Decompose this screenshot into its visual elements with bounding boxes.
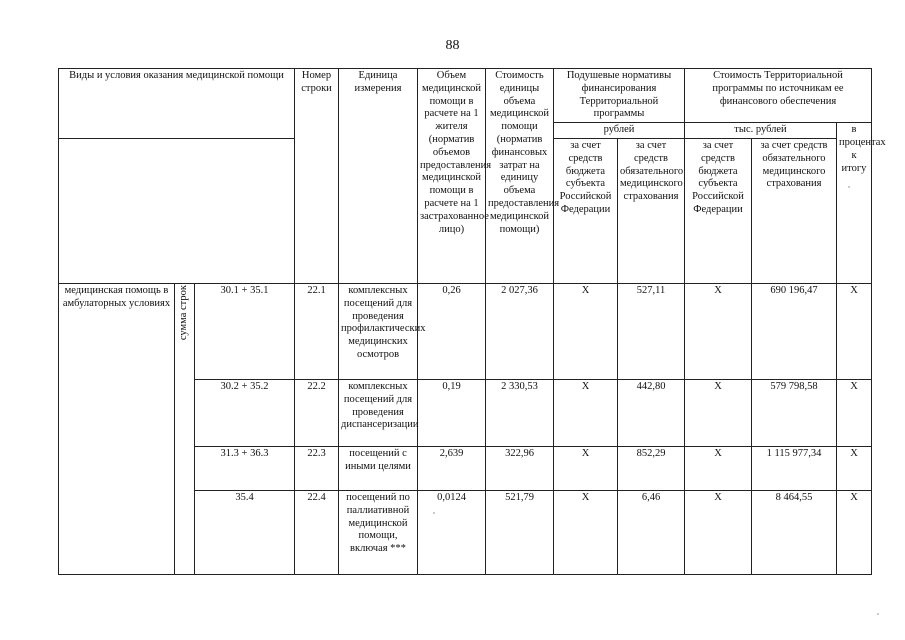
row-budget: Х [554,283,618,379]
page-number: 88 [445,38,460,53]
row-sum: 30.1 + 35.1 [195,283,295,379]
scan-speck [433,512,435,514]
row-cost: 521,79 [486,490,554,574]
row-oms: 527,11 [618,283,685,379]
row-volume: 0,0124 [418,490,486,574]
header-type-conditions: Виды и условия оказания медицинской помощи [59,69,295,139]
row-number: 22.2 [295,379,339,446]
header-volume: Объем медицинской помощи в расчете на 1 жителя (норматив объемов предоставления медицинской помощи в расчете на 1 застрахованное лицо) [418,69,486,284]
header-budget: за счет средств бюджета субъекта Российской Федерации [554,138,618,283]
row-volume: 0,26 [418,283,486,379]
row-budget-2: Х [685,283,752,379]
row-sum: 30.2 + 35.2 [195,379,295,446]
row-cost: 2 330,53 [486,379,554,446]
header-cost: Стоимость единицы объема медицинской помощи (норматив финансовых затрат на единицу объема предоставления медицинской помощи) [486,69,554,284]
row-percent: Х [837,379,872,446]
header-thousand-rubles: тыс. рублей [685,123,837,139]
row-oms: 442,80 [618,379,685,446]
row-budget: Х [554,490,618,574]
header-unit: Единица измерения [339,69,418,284]
row-budget-2: Х [685,446,752,490]
header-per-capita: Подушевые нормативы финансирования Территориальной программы [554,69,685,123]
row-sum: 31.3 + 36.3 [195,446,295,490]
header-percent: в процентах к итогу [837,123,872,284]
sum-label: сумма строк [178,284,190,341]
row-budget-2: Х [685,379,752,446]
header-budget-2: за счет средств бюджета субъекта Российской Федерации [685,138,752,283]
table-row [59,283,872,379]
scan-speck [848,186,850,188]
header-oms: за счет средств обязательного медицинского страхования [618,138,685,283]
row-budget: Х [554,379,618,446]
row-unit: посещений с иными целями [339,446,418,490]
row-cost: 2 027,36 [486,283,554,379]
row-percent: Х [837,446,872,490]
row-oms-2: 8 464,55 [752,490,837,574]
group-label: медицинская помощь в амбулаторных условиях [59,283,175,574]
row-number: 22.3 [295,446,339,490]
header-rubles: рублей [554,123,685,139]
row-percent: Х [837,490,872,574]
row-oms-2: 1 115 977,34 [752,446,837,490]
scan-speck [877,613,879,615]
row-unit: комплексных посещений для проведения диспансеризации [339,379,418,446]
row-cost: 322,96 [486,446,554,490]
row-budget-2: Х [685,490,752,574]
header-oms-2: за счет средств обязательного медицинского страхования [752,138,837,283]
row-oms: 6,46 [618,490,685,574]
row-unit: посещений по паллиативной медицинской помощи, включая *** [339,490,418,574]
row-sum: 35.4 [195,490,295,574]
row-oms: 852,29 [618,446,685,490]
header-blank [59,138,295,283]
row-oms-2: 579 798,58 [752,379,837,446]
header-row-number: Номер строки [295,69,339,284]
row-percent: Х [837,283,872,379]
row-budget: Х [554,446,618,490]
financing-table [58,68,886,575]
row-oms-2: 690 196,47 [752,283,837,379]
row-volume: 2,639 [418,446,486,490]
row-number: 22.4 [295,490,339,574]
row-unit: комплексных посещений для проведения профилактических медицинских осмотров [339,283,418,379]
sum-label-cell [175,283,195,574]
row-number: 22.1 [295,283,339,379]
header-program-cost: Стоимость Территориальной программы по источникам ее финансового обеспечения [685,69,872,123]
row-volume: 0,19 [418,379,486,446]
